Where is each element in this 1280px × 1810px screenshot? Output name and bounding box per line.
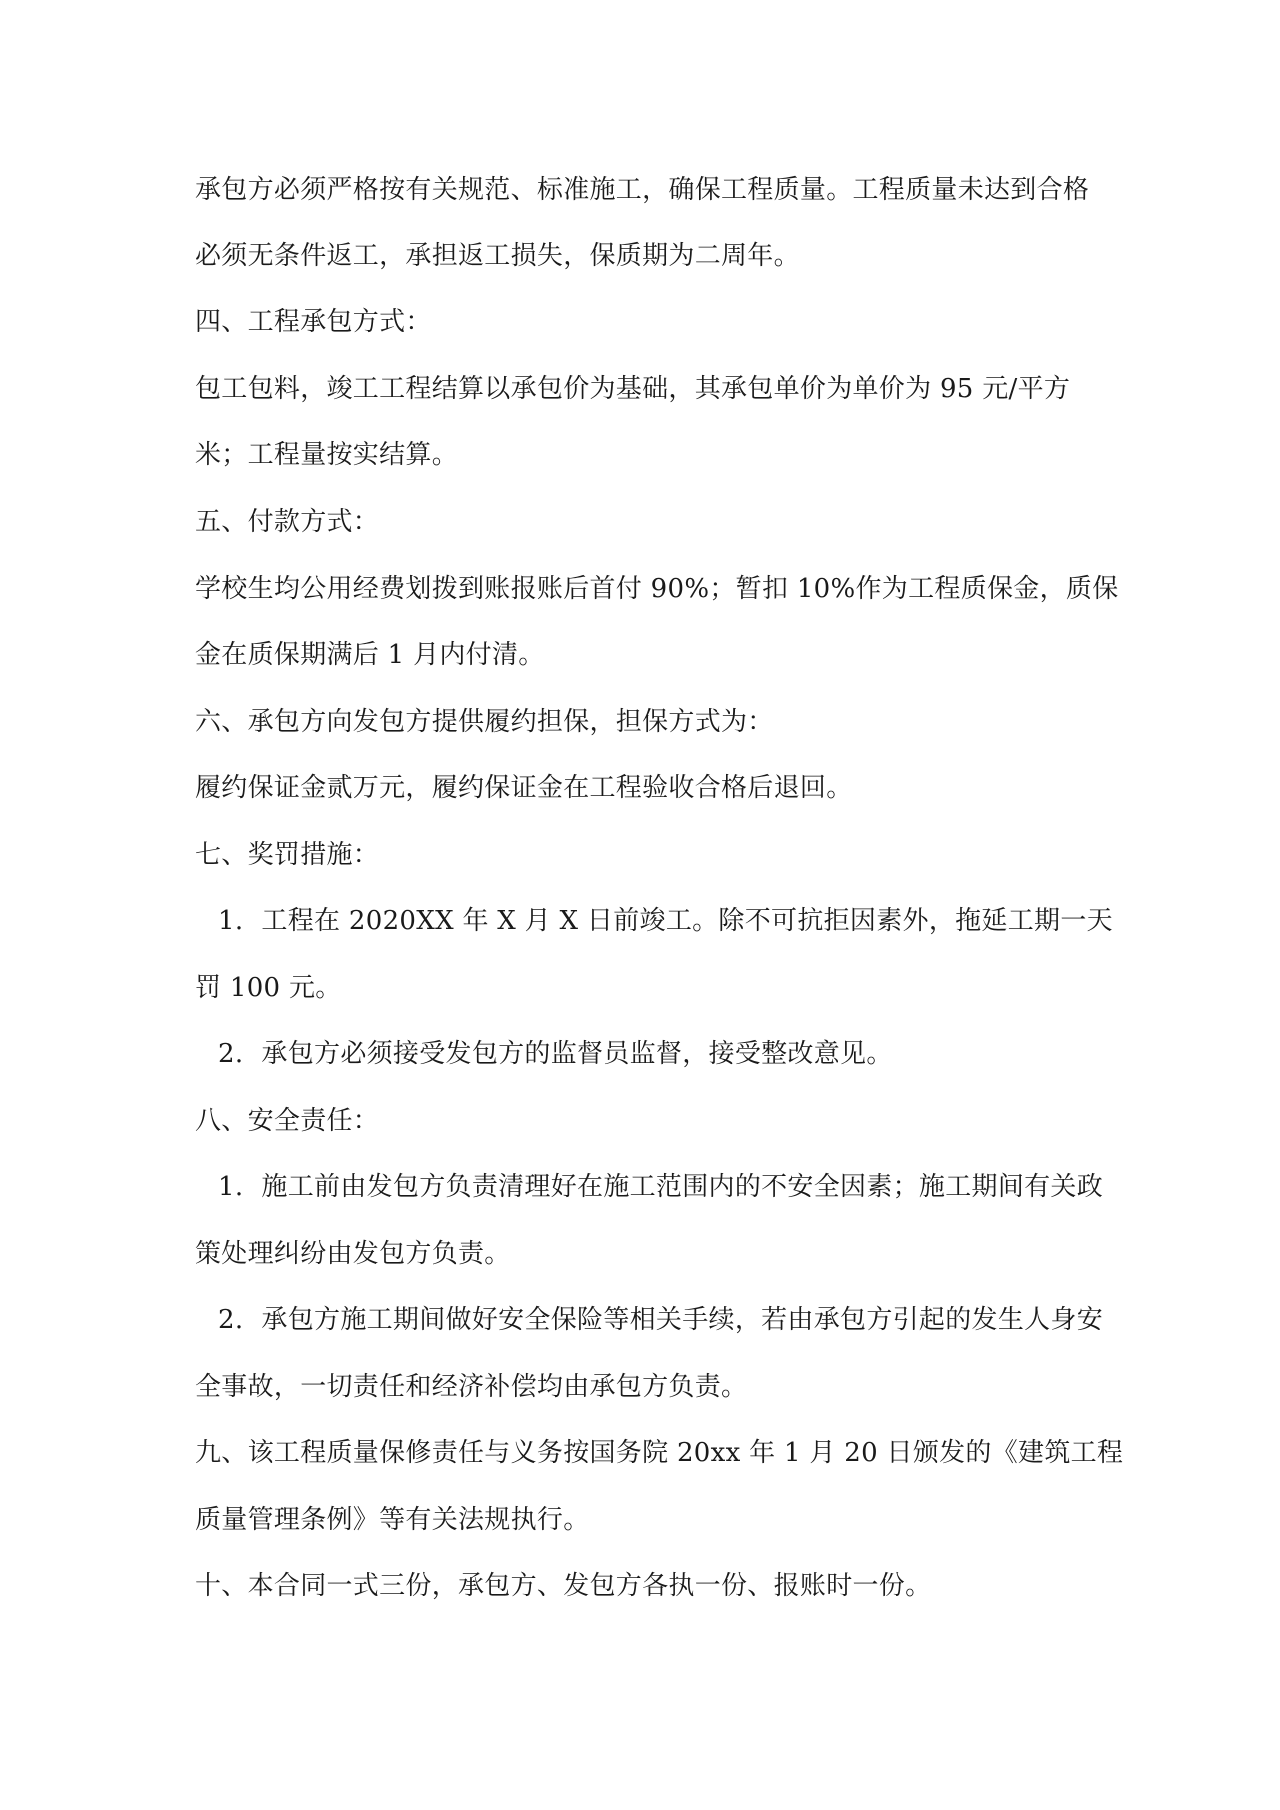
- paragraph-line: [195, 239, 800, 273]
- paragraph-line: [195, 1370, 747, 1404]
- paragraph-line: [195, 572, 1119, 606]
- list-item: [218, 1170, 1103, 1204]
- line-text: 八、安全责任：: [195, 1106, 380, 1136]
- line-text: 承包方施工期间做好安全保险等相关手续，若由承包方引起的发生人身安: [261, 1305, 1104, 1335]
- line-text: 施工前由发包方负责清理好在施工范围内的不安全因素；施工期间有关政: [261, 1172, 1104, 1202]
- section-heading: [195, 305, 432, 339]
- paragraph-line: [195, 638, 545, 672]
- list-item: [218, 1303, 1103, 1337]
- section-heading: [195, 1104, 379, 1138]
- line-text: 履约保证金贰万元，履约保证金在工程验收合格后退回。: [195, 773, 853, 803]
- line-text: 学校生均公用经费划拨到账报账后首付 90%；暂扣 10%作为工程质保金，质保: [195, 574, 1119, 604]
- line-text: 五、付款方式：: [195, 507, 380, 537]
- list-number: 2.: [218, 1305, 244, 1335]
- paragraph-line: [195, 173, 1089, 207]
- line-text: 包工包料，竣工工程结算以承包价为基础，其承包单价为单价为 95 元/平方: [195, 374, 1071, 404]
- section-heading: [195, 1436, 1123, 1470]
- paragraph-line: [195, 771, 853, 805]
- line-text: 七、奖罚措施：: [195, 840, 380, 870]
- list-number: 1.: [218, 1172, 244, 1202]
- line-text: 四、工程承包方式：: [195, 307, 432, 337]
- list-number: 2.: [218, 1039, 244, 1069]
- paragraph-line: [195, 372, 1070, 406]
- line-text: 全事故，一切责任和经济补偿均由承包方负责。: [195, 1372, 748, 1402]
- line-text: 承包方必须接受发包方的监督员监督，接受整改意见。: [261, 1039, 893, 1069]
- paragraph-line: [195, 438, 458, 472]
- list-number: 1.: [218, 906, 244, 936]
- list-item: [218, 1037, 893, 1071]
- line-text: 金在质保期满后 1 月内付清。: [195, 640, 545, 670]
- line-text: 承包方必须严格按有关规范、标准施工，确保工程质量。工程质量未达到合格: [195, 175, 1090, 205]
- line-text: 策处理纠纷由发包方负责。: [195, 1239, 511, 1269]
- section-heading: [195, 705, 774, 739]
- section-heading: [195, 1569, 931, 1603]
- line-text: 质量管理条例》等有关法规执行。: [195, 1505, 590, 1535]
- line-text: 十、本合同一式三份，承包方、发包方各执一份、报账时一份。: [195, 1571, 932, 1601]
- line-text: 六、承包方向发包方提供履约担保，担保方式为：: [195, 707, 774, 737]
- paragraph-line: [195, 1237, 511, 1271]
- line-text: 米；工程量按实结算。: [195, 440, 459, 470]
- line-text: 工程在 2020XX 年 X 月 X 日前竣工。除不可抗拒因素外，拖延工期一天: [261, 906, 1113, 936]
- list-item: [218, 904, 1113, 938]
- section-heading: [195, 505, 379, 539]
- line-text: 罚 100 元。: [195, 973, 342, 1003]
- paragraph-line: [195, 971, 342, 1005]
- paragraph-line: [195, 1503, 590, 1537]
- line-text: 九、该工程质量保修责任与义务按国务院 20xx 年 1 月 20 日颁发的《建筑工程: [195, 1438, 1124, 1468]
- line-text: 必须无条件返工，承担返工损失，保质期为二周年。: [195, 241, 800, 271]
- section-heading: [195, 838, 379, 872]
